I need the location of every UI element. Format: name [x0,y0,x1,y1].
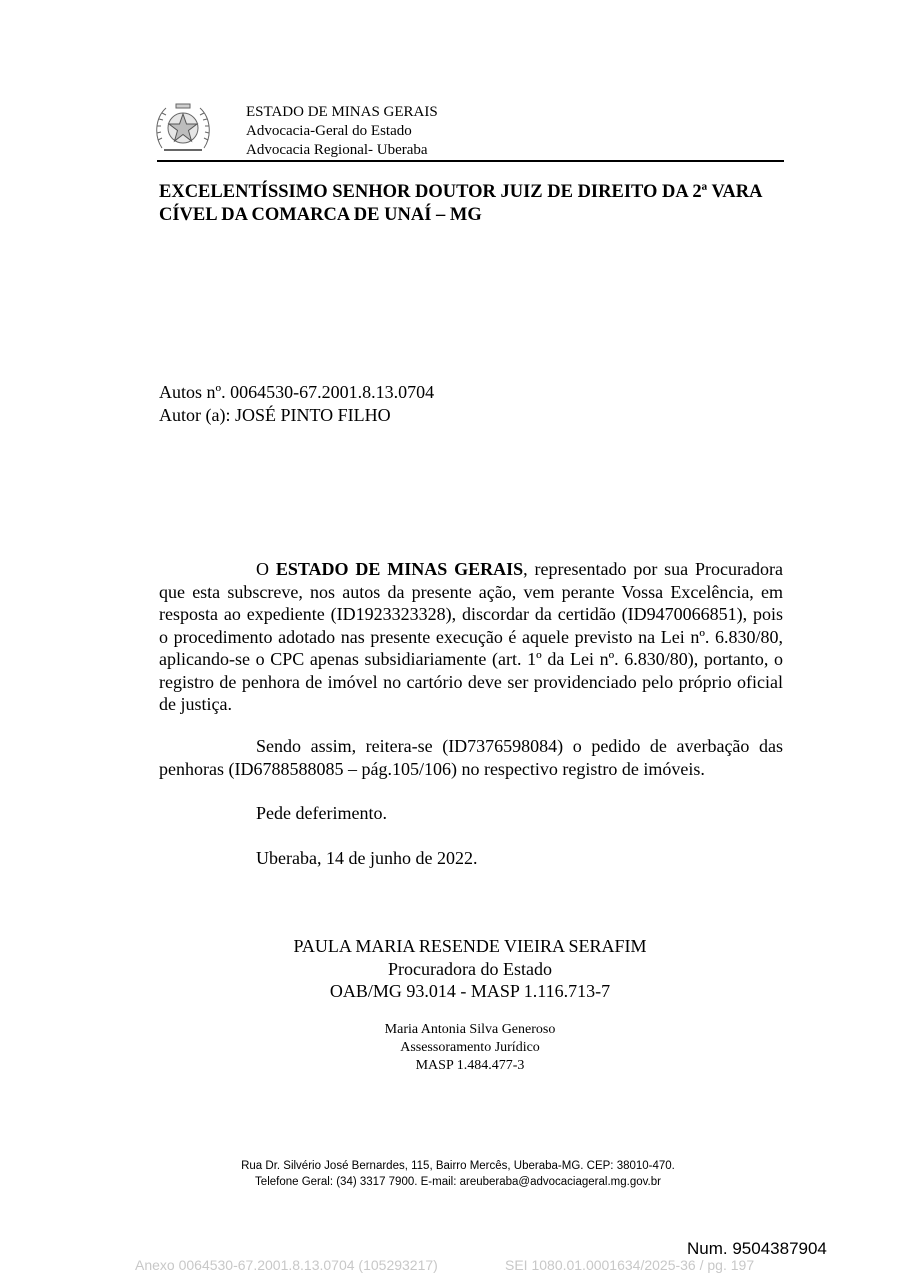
case-author: Autor (a): JOSÉ PINTO FILHO [159,405,391,425]
p2-text: Sendo assim, reitera-se (ID7376598084) o pedido de averbação das penhoras (ID6788588085 – pág.105/106) no respectivo registro de imóveis. [159,736,783,779]
signature-block [159,935,781,1003]
sei-stamp: SEI 1080.01.0001634/2025-36 / pg. 197 [505,1257,755,1273]
letterhead [246,103,438,160]
p1-rest: , representado por sua Procuradora que esta subscreve, nos autos da presente ação, vem perante Vossa Excelência, em resposta ao expediente (ID1923323328), discordar da certidão (ID9470066851), pois o procedimento adotado nas presente execução é aquele previsto na Lei nº. 6.830/80, aplicando-se o CPC apenas subsidiariamente (art. 1º da Lei nº. 6.830/80), portanto, o registro de penhora de imóvel no cartório deve ser providenciado pelo próprio oficial de justiça. [159,559,783,714]
signer-name: PAULA MARIA RESENDE VIEIRA SERAFIM [293,936,647,956]
document-number: Num. 9504387904 [687,1239,827,1258]
body-paragraph-1 [159,558,783,716]
body-paragraph-2 [159,735,783,780]
annex-stamp: Anexo 0064530-67.2001.8.13.0704 (105293217) [135,1257,438,1273]
signer-ids: OAB/MG 93.014 - MASP 1.116.713-7 [329,981,611,1001]
case-info [159,381,434,427]
coat-of-arms-icon [152,100,214,156]
p1-bold-entity: ESTADO DE MINAS GERAIS [275,559,524,579]
footer-contact: Telefone Geral: (34) 3317 7900. E-mail: areuberaba@advocaciageral.mg.gov.br [255,1176,661,1188]
letterhead-office: Advocacia Regional- Uberaba [246,142,428,158]
footer-street: Rua Dr. Silvério José Bernardes, 115, Bairro Mercês, Uberaba-MG. CEP: 38010-470. [241,1160,675,1172]
letterhead-state: ESTADO DE MINAS GERAIS [246,104,438,120]
p1-start: O [256,559,276,579]
assistant-masp: MASP 1.484.477-3 [415,1058,525,1073]
footer-address [159,1158,757,1190]
assistant-role: Assessoramento Jurídico [400,1040,540,1055]
header-divider [157,160,784,162]
assistant-name: Maria Antonia Silva Generoso [384,1022,556,1037]
case-number: Autos nº. 0064530-67.2001.8.13.0704 [159,382,435,402]
addressee: EXCELENTÍSSIMO SENHOR DOUTOR JUIZ DE DIREITO DA 2ª VARA CÍVEL DA COMARCA DE UNAÍ – MG [159,182,762,225]
request-line: Pede deferimento. [256,803,387,823]
signer-role: Procuradora do Estado [388,958,552,979]
letterhead-agency: Advocacia-Geral do Estado [246,123,412,139]
assistant-block [159,1021,781,1075]
place-date: Uberaba, 14 de junho de 2022. [256,848,478,868]
